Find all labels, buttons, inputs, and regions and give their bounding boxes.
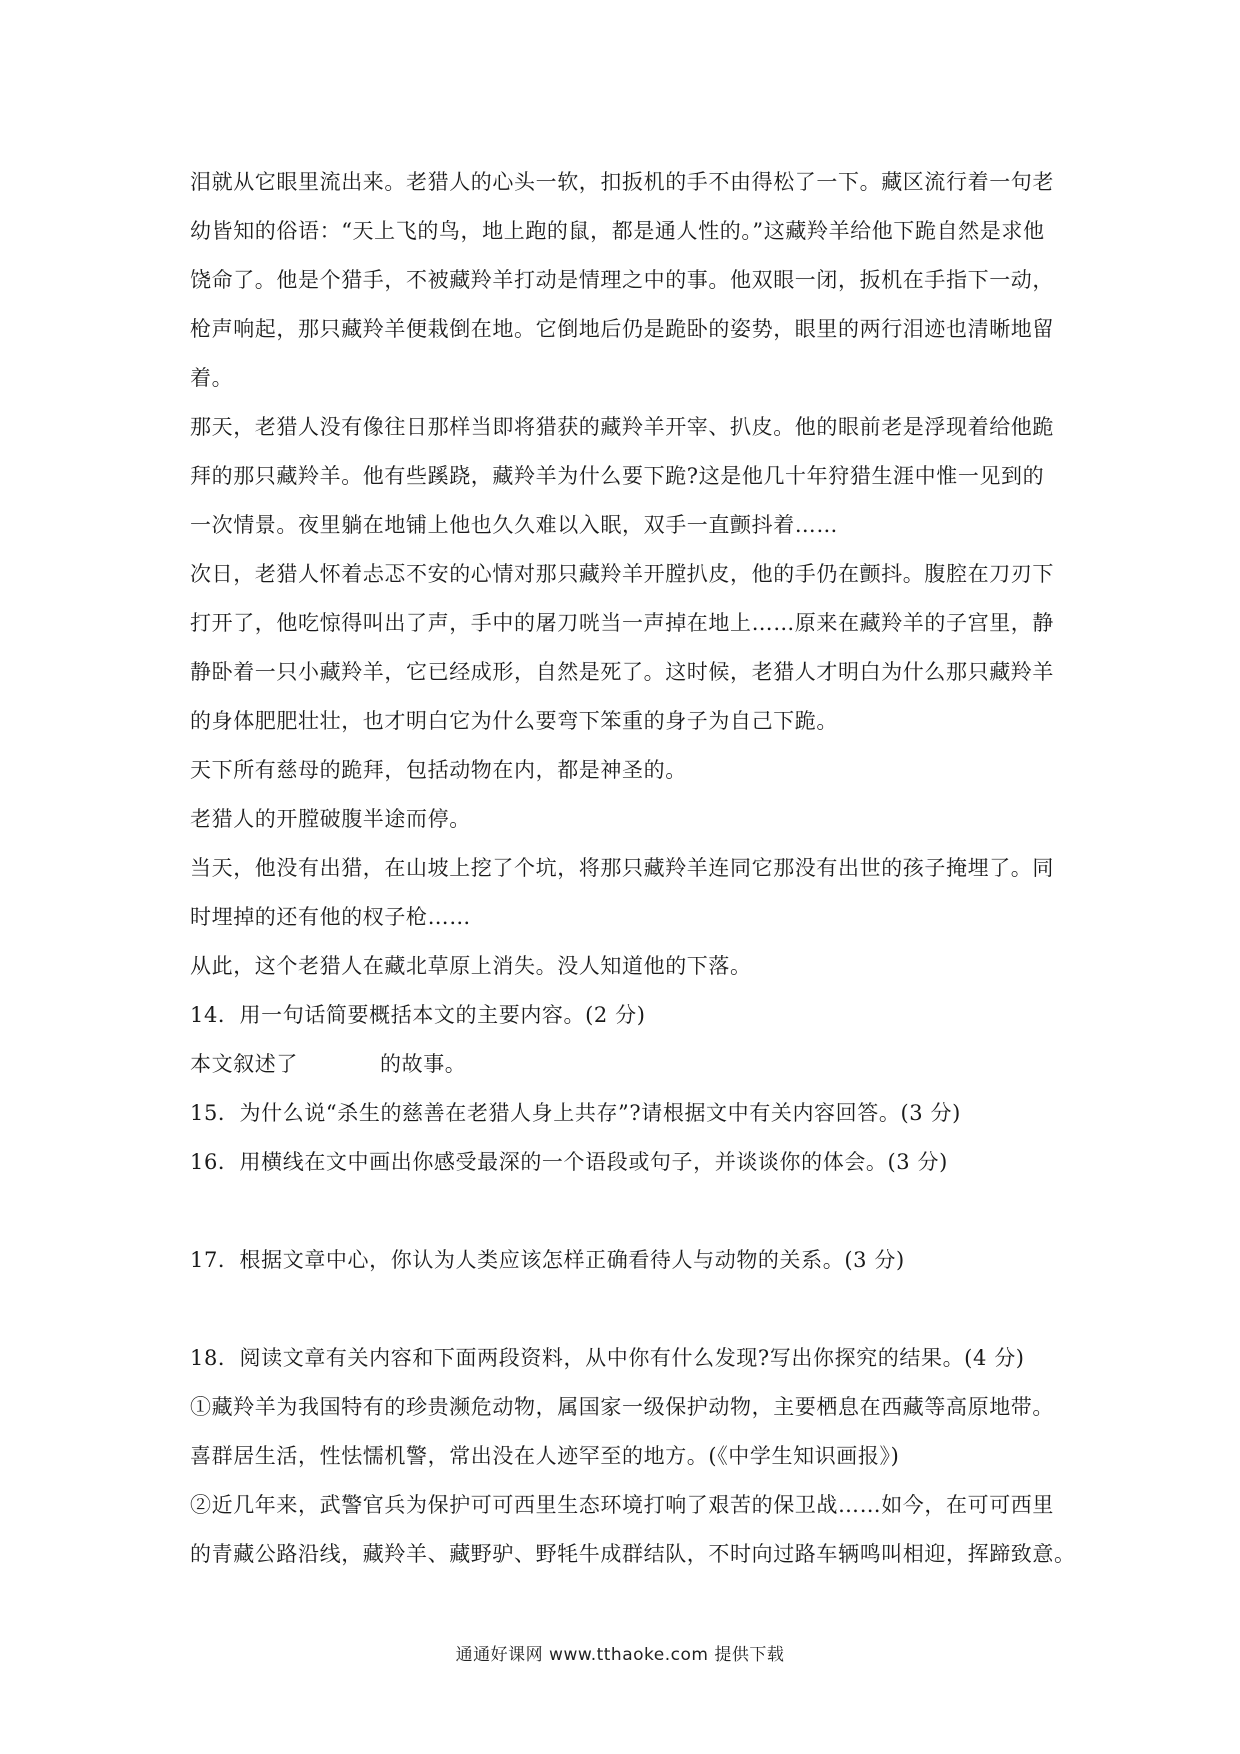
story-line: 拜的那只藏羚羊。他有些蹊跷，藏羚羊为什么要下跪?这是他几十年狩猎生涯中惟一见到的	[190, 464, 1045, 488]
story-line: 时埋掉的还有他的杈子枪……	[190, 905, 471, 929]
answer-space	[190, 1187, 1070, 1236]
story-line: 打开了，他吃惊得叫出了声，手中的屠刀咣当一声掉在地上……原来在藏羚羊的子宫里，静	[190, 611, 1054, 635]
document-body	[190, 158, 1076, 1579]
answer-prefix: 本文叙述了	[190, 1052, 298, 1076]
question-18: 18．阅读文章有关内容和下面两段资料，从中你有什么发现?写出你探究的结果。(4 分)	[190, 1346, 1025, 1370]
question-17: 17．根据文章中心，你认为人类应该怎样正确看待人与动物的关系。(3 分)	[190, 1248, 905, 1272]
story-line: 次日，老猎人怀着忐忑不安的心情对那只藏羚羊开膛扒皮，他的手仍在颤抖。腹腔在刀刃下	[190, 562, 1054, 586]
question-16: 16．用横线在文中画出你感受最深的一个语段或句子，并谈谈你的体会。(3 分)	[190, 1150, 948, 1174]
page-footer: 通通好课网 www.tthaoke.com 提供下载	[455, 1645, 785, 1665]
story-line: 枪声响起，那只藏羚羊便栽倒在地。它倒地后仍是跪卧的姿势，眼里的两行泪迹也清晰地留	[190, 317, 1054, 341]
story-line: 天下所有慈母的跪拜，包括动物在内，都是神圣的。	[190, 758, 687, 782]
story-line: 的身体肥肥壮壮，也才明白它为什么要弯下笨重的身子为自己下跪。	[190, 709, 838, 733]
story-line: 从此，这个老猎人在藏北草原上消失。没人知道他的下落。	[190, 954, 752, 978]
question-14-answer-line	[190, 1040, 1070, 1089]
story-line: 饶命了。他是个猎手，不被藏羚羊打动是情理之中的事。他双眼一闭，扳机在手指下一动，	[190, 268, 1054, 292]
story-line: 那天，老猎人没有像往日那样当即将猎获的藏羚羊开宰、扒皮。他的眼前老是浮现着给他跪	[190, 415, 1054, 439]
material-line: 喜群居生活，性怯懦机警，常出没在人迹罕至的地方。(《中学生知识画报》)	[190, 1444, 900, 1468]
material-line: 的青藏公路沿线，藏羚羊、藏野驴、野牦牛成群结队，不时向过路车辆鸣叫相迎，挥蹄致意。	[190, 1542, 1076, 1566]
answer-space	[190, 1285, 1070, 1334]
story-line: 静卧着一只小藏羚羊，它已经成形，自然是死了。这时候，老猎人才明白为什么那只藏羚羊	[190, 660, 1054, 684]
story-line: 幼皆知的俗语：“天上飞的鸟，地上跑的鼠，都是通人性的。”这藏羚羊给他下跪自然是求他	[190, 219, 1045, 243]
story-line: 着。	[190, 366, 234, 390]
material-line: ②近几年来，武警官兵为保护可可西里生态环境打响了艰苦的保卫战……如今，在可可西里	[190, 1493, 1054, 1517]
story-line: 泪就从它眼里流出来。老猎人的心头一软，扣扳机的手不由得松了一下。藏区流行着一句老	[190, 170, 1054, 194]
question-14: 14．用一句话简要概括本文的主要内容。(2 分)	[190, 1003, 646, 1027]
question-15: 15．为什么说“杀生的慈善在老猎人身上共存”?请根据文中有关内容回答。(3 分)	[190, 1101, 961, 1125]
story-line: 老猎人的开膛破腹半途而停。	[190, 807, 471, 831]
story-line: 一次情景。夜里躺在地铺上他也久久难以入眠，双手一直颤抖着……	[190, 513, 838, 537]
story-line: 当天，他没有出猎，在山坡上挖了个坑，将那只藏羚羊连同它那没有出世的孩子掩埋了。同	[190, 856, 1054, 880]
material-line: ①藏羚羊为我国特有的珍贵濒危动物，属国家一级保护动物，主要栖息在西藏等高原地带。	[190, 1395, 1054, 1419]
answer-suffix: 的故事。	[380, 1052, 467, 1076]
